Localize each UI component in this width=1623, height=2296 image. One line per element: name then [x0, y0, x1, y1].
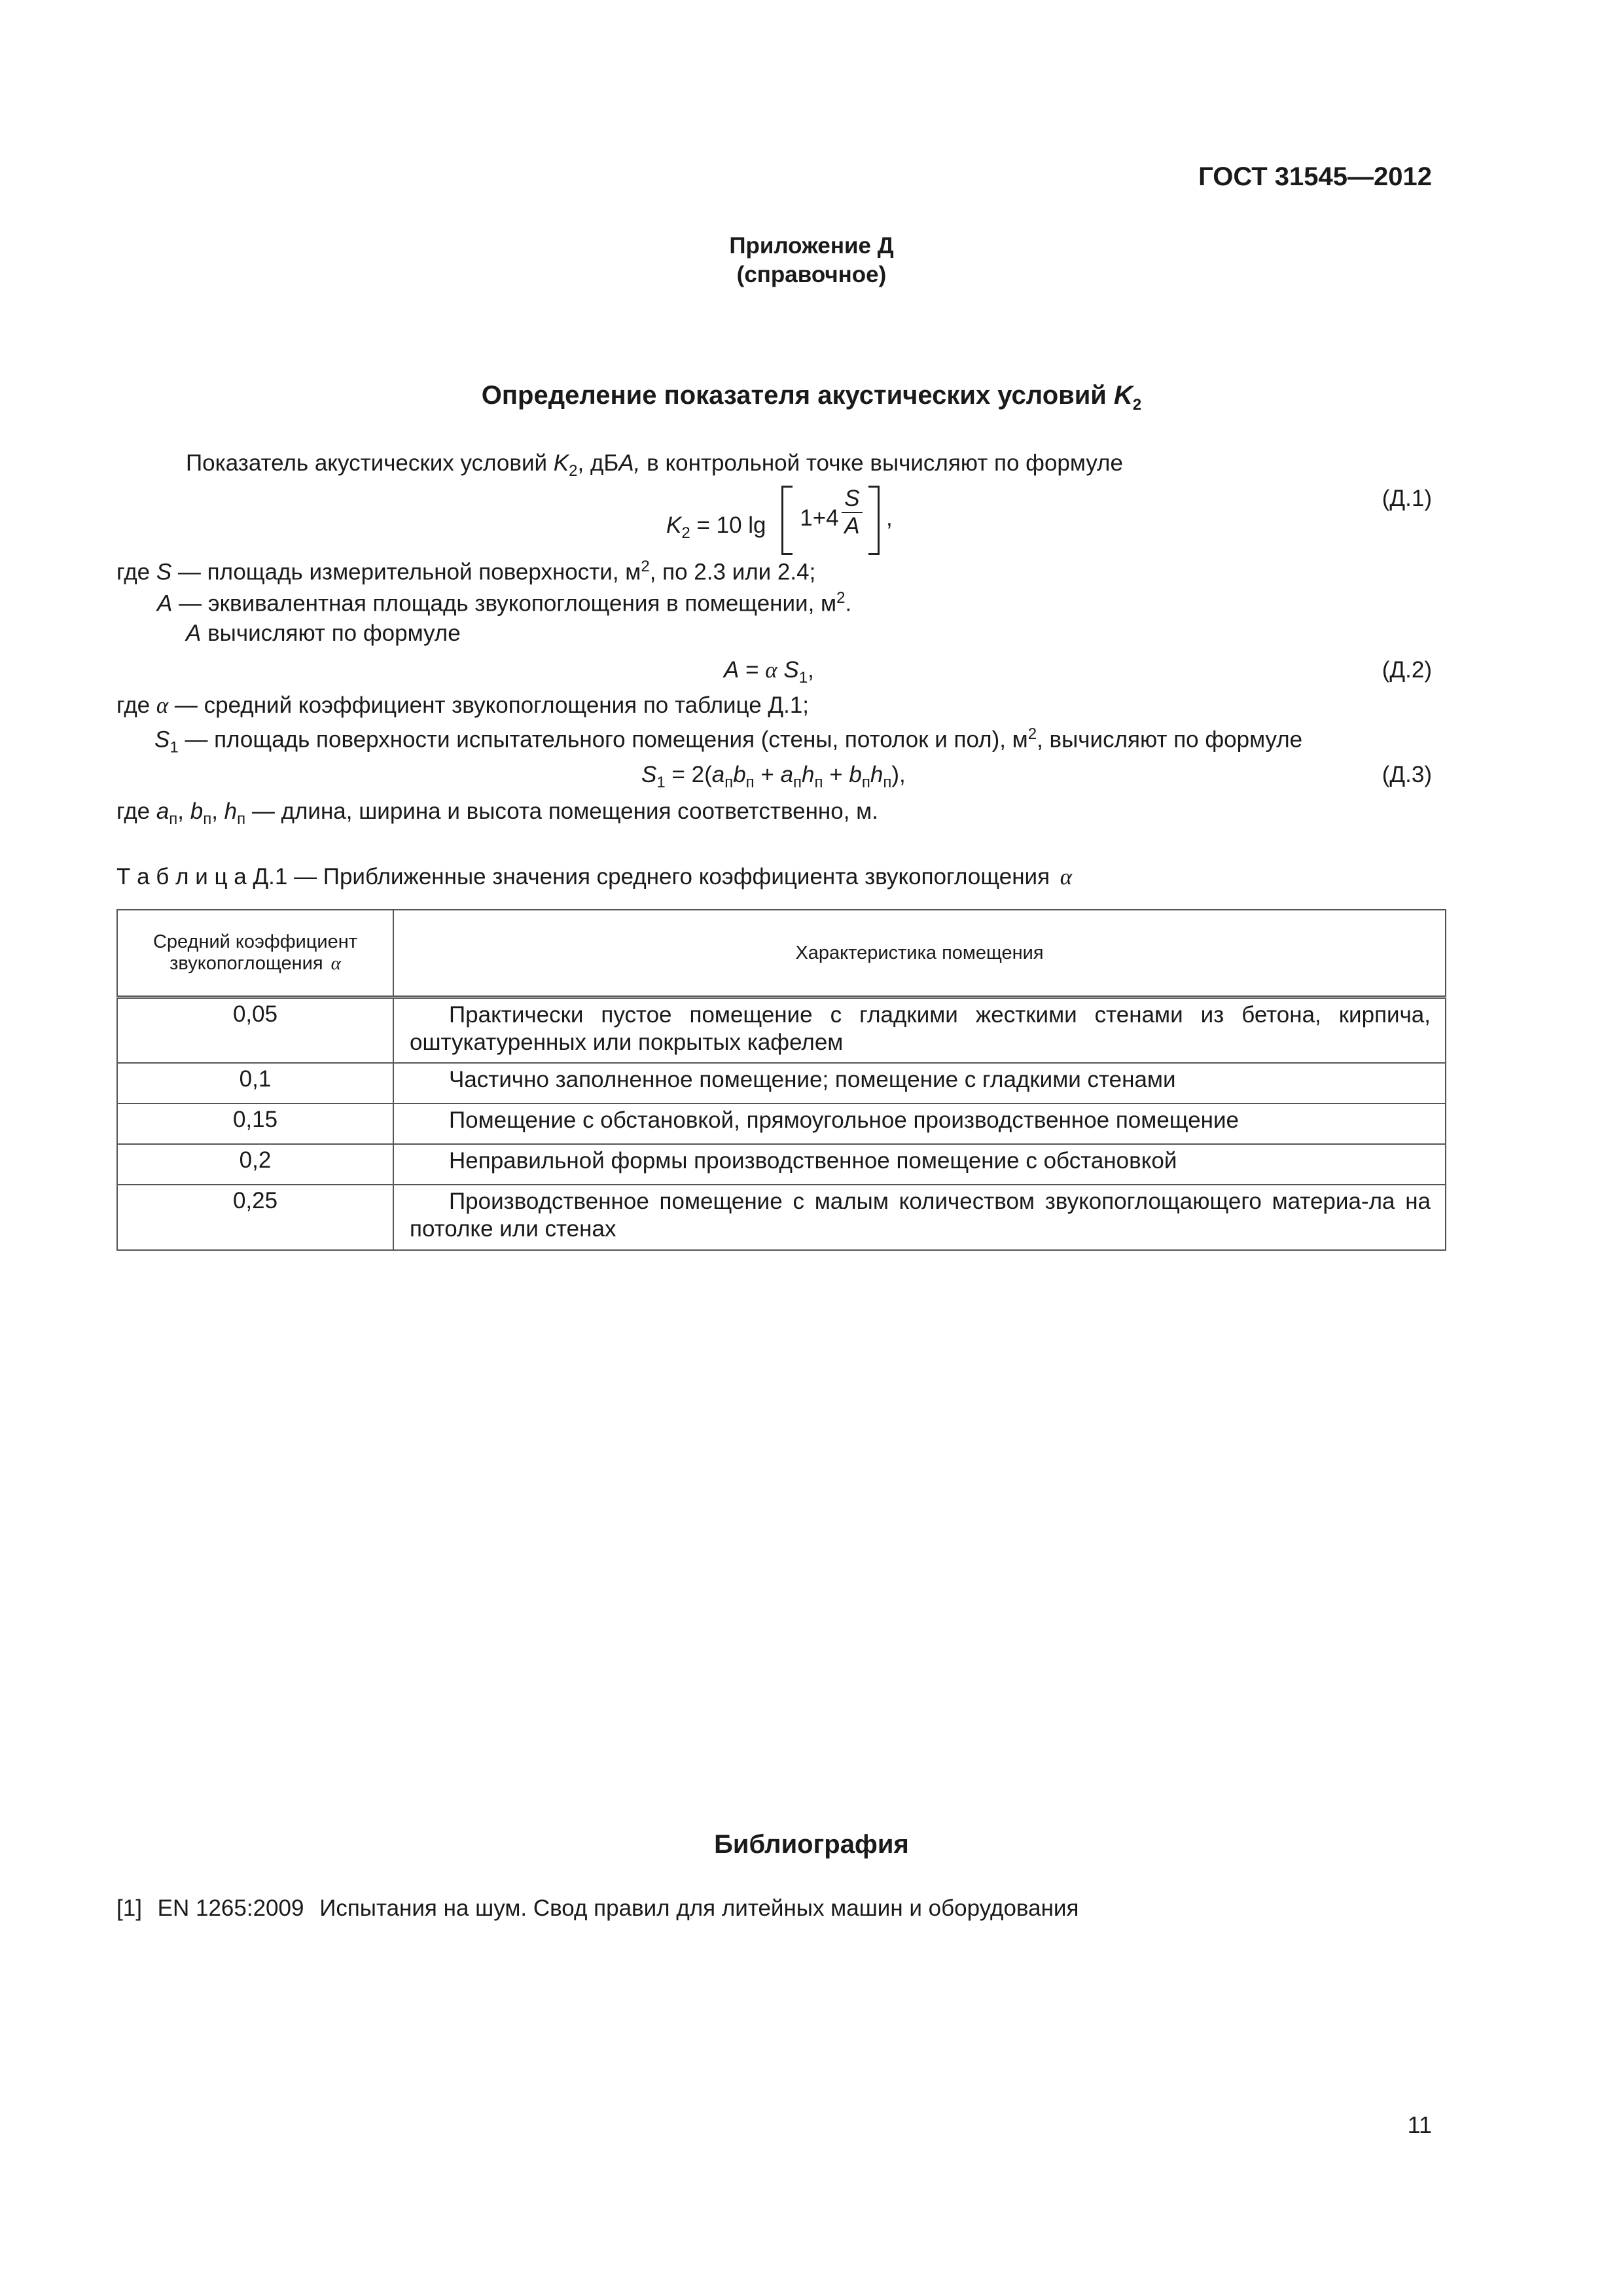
formula-d2-tail: , — [808, 657, 814, 683]
formula-d3-eq: = 2( — [665, 762, 712, 787]
annex-title: Приложение Д — [729, 233, 894, 259]
table-cell-coef: 0,05 — [117, 997, 393, 1063]
table-cell-coef: 0,2 — [117, 1144, 393, 1185]
where2-line2-sup: 2 — [1027, 725, 1037, 743]
formula-d1 — [666, 486, 893, 558]
section-title-text: Определение показателя акустических условий — [481, 381, 1107, 410]
where3-rest: — длина, ширина и высота помещения соответственно, м. — [245, 798, 878, 824]
formula-d1-numerator: S — [842, 486, 862, 513]
where3-h: h — [224, 798, 238, 824]
table-cell-desc-text: Помещение с обстановкой, прямоугольное производственное помещение — [449, 1107, 1240, 1133]
formula-d1-tail: , — [885, 505, 893, 531]
where1-symbol-s: S — [156, 559, 172, 585]
where3-comma2: , — [211, 798, 224, 824]
table-cell-coef: 0,15 — [117, 1103, 393, 1144]
header-col1-line2: звукопоглощения — [169, 953, 323, 974]
intro-text-b: , дБ — [577, 450, 619, 476]
absorption-table — [116, 909, 1446, 1251]
where3-a: a — [156, 798, 169, 824]
where2-alpha: α — [156, 692, 169, 718]
table-cell-desc — [393, 1185, 1446, 1250]
bibliography-entry — [116, 1895, 1079, 1922]
where1-sup: 2 — [641, 558, 650, 575]
formula-d3-sub6: п — [883, 774, 892, 791]
where3-prefix: где — [116, 798, 156, 824]
formula-d2-alpha: α — [765, 657, 777, 683]
table-header-row — [117, 910, 1446, 997]
table-row — [117, 1185, 1446, 1250]
where2-line1 — [116, 692, 809, 719]
section-title-symbol: K — [1114, 381, 1133, 410]
bibliography-entry-code: EN 1265:2009 — [157, 1895, 304, 1921]
intro-text-d: в контрольной точке вычисляют по формуле — [640, 450, 1123, 476]
formula-d2-lhs: A — [724, 657, 740, 683]
table-row — [117, 1103, 1446, 1144]
intro-text-a: Показатель акустических условий — [186, 450, 554, 476]
table-cell-desc — [393, 1063, 1446, 1103]
formula-d3-plus2: + — [823, 762, 849, 787]
table-cell-coef: 0,25 — [117, 1185, 393, 1250]
table-cell-desc-text: Практически пустое помещение с гладкими жесткими стенами из бетона, кирпича, оштукатуренных или покрытых кафелем — [410, 1002, 1431, 1055]
where2-line2-end: , вычисляют по формуле — [1037, 726, 1303, 753]
formula-d3-plus1: + — [754, 762, 781, 787]
formula-d3-b1: b — [733, 762, 746, 787]
intro-symbol-sub: 2 — [569, 462, 578, 480]
where2-line2-text: — площадь поверхности испытательного помещения (стены, потолок и пол), м — [178, 726, 1028, 753]
header-col1-line1: Средний коэффициент — [152, 931, 358, 952]
equation-number-d1: (Д.1) — [1382, 486, 1432, 511]
equation-number-d2: (Д.2) — [1382, 657, 1432, 683]
intro-symbol: K — [553, 450, 569, 476]
bibliography-entry-number: [1] — [116, 1895, 142, 1921]
where1-symbol-a: A — [157, 590, 173, 617]
table-caption — [116, 864, 1072, 890]
left-bracket — [781, 486, 793, 555]
formula-d1-eq: = 10 lg — [690, 512, 766, 538]
where1-line2-end: . — [845, 590, 852, 617]
formula-d3-lhs-sub: 1 — [656, 774, 666, 791]
where2-line2 — [154, 725, 1302, 757]
where2-symbol-sub: 1 — [169, 738, 179, 757]
table-row — [117, 1063, 1446, 1103]
section-title-symbol-sub: 2 — [1132, 396, 1142, 414]
table-cell-desc-text: Частично заполненное помещение; помещение с гладкими стенами — [449, 1066, 1176, 1092]
formula-d3 — [641, 762, 906, 792]
formula-d3-close: ), — [891, 762, 906, 787]
where3-comma1: , — [177, 798, 190, 824]
where1-line3-text: вычисляют по формуле — [201, 620, 461, 646]
where1-line3-symbol: A — [186, 620, 202, 646]
table-caption-label: Т а б л и ц а — [116, 864, 247, 889]
formula-d2-eq: = — [739, 657, 766, 683]
formula-d1-inner: 1+4 — [800, 505, 839, 531]
formula-d3-sub3: п — [793, 774, 802, 791]
where1-line2 — [157, 589, 851, 617]
formula-d3-lhs: S — [641, 762, 657, 787]
formula-d3-sub1: п — [724, 774, 734, 791]
table-cell-desc-text: Неправильной формы производственное помещение с обстановкой — [449, 1147, 1177, 1174]
where3-sub-a: п — [169, 810, 178, 828]
formula-d3-sub4: п — [814, 774, 823, 791]
table-row — [117, 997, 1446, 1063]
where2-text: — средний коэффициент звукопоглощения по таблице Д.1; — [168, 692, 810, 718]
where1-prefix: где — [116, 559, 156, 585]
where1-line2-text: — эквивалентная площадь звукопоглощения в помещении, м — [172, 590, 837, 617]
page-number: 11 — [1407, 2111, 1432, 2138]
formula-d3-sub2: п — [745, 774, 755, 791]
table-row — [117, 1144, 1446, 1185]
formula-d2 — [724, 657, 814, 687]
annex-kind: (справочное) — [736, 262, 887, 287]
where1-text: — площадь измерительной поверхности, м — [171, 559, 641, 585]
table-cell-coef: 0,1 — [117, 1063, 393, 1103]
where3-b: b — [190, 798, 204, 824]
intro-text-c: А, — [618, 450, 641, 476]
bibliography-title: Библиография — [714, 1830, 909, 1859]
where3-sub-h: п — [237, 810, 246, 828]
where1-line1 — [116, 558, 815, 586]
formula-d3-a1: a — [711, 762, 725, 787]
where1-line3 — [186, 620, 461, 647]
table-header-desc: Характеристика помещения — [393, 910, 1446, 997]
bibliography-entry-text: Испытания на шум. Свод правил для литейных машин и оборудования — [319, 1895, 1079, 1921]
where3-sub-b: п — [203, 810, 212, 828]
formula-d2-s: S — [783, 657, 799, 683]
formula-d1-fraction — [842, 486, 862, 539]
equation-number-d3: (Д.3) — [1382, 762, 1432, 787]
table-cell-desc — [393, 1103, 1446, 1144]
where2-prefix: где — [116, 692, 156, 718]
header-col1-alpha: α — [330, 953, 341, 974]
table-cell-desc-text: Производственное помещение с малым количеством звукопоглощающего материа-ла на потолке или стенах — [410, 1188, 1431, 1242]
formula-d1-denominator: A — [844, 513, 860, 539]
formula-d1-lhs-sub: 2 — [681, 524, 690, 542]
formula-d1-lhs: K — [666, 512, 682, 538]
right-bracket — [868, 486, 880, 555]
where1-line2-sup: 2 — [836, 589, 846, 607]
section-title — [0, 381, 1623, 414]
table-cell-desc — [393, 997, 1446, 1063]
formula-d3-sub5: п — [861, 774, 870, 791]
where2-symbol-s: S — [154, 726, 170, 753]
document-code: ГОСТ 31545—2012 — [1198, 162, 1432, 191]
formula-d3-a2: a — [780, 762, 794, 787]
table-caption-text: Д.1 — Приближенные значения среднего коэффициента звукопоглощения — [246, 864, 1050, 889]
formula-d3-h2: h — [870, 762, 883, 787]
formula-d3-b2: b — [849, 762, 862, 787]
table-header-coef — [117, 910, 393, 997]
formula-d2-s-sub: 1 — [798, 669, 808, 687]
where3-line — [116, 798, 878, 829]
intro-paragraph — [186, 450, 1123, 480]
where1-text-end: , по 2.3 или 2.4; — [649, 559, 816, 585]
formula-d3-h1: h — [802, 762, 815, 787]
table-caption-alpha: α — [1060, 864, 1073, 889]
table-cell-desc — [393, 1144, 1446, 1185]
